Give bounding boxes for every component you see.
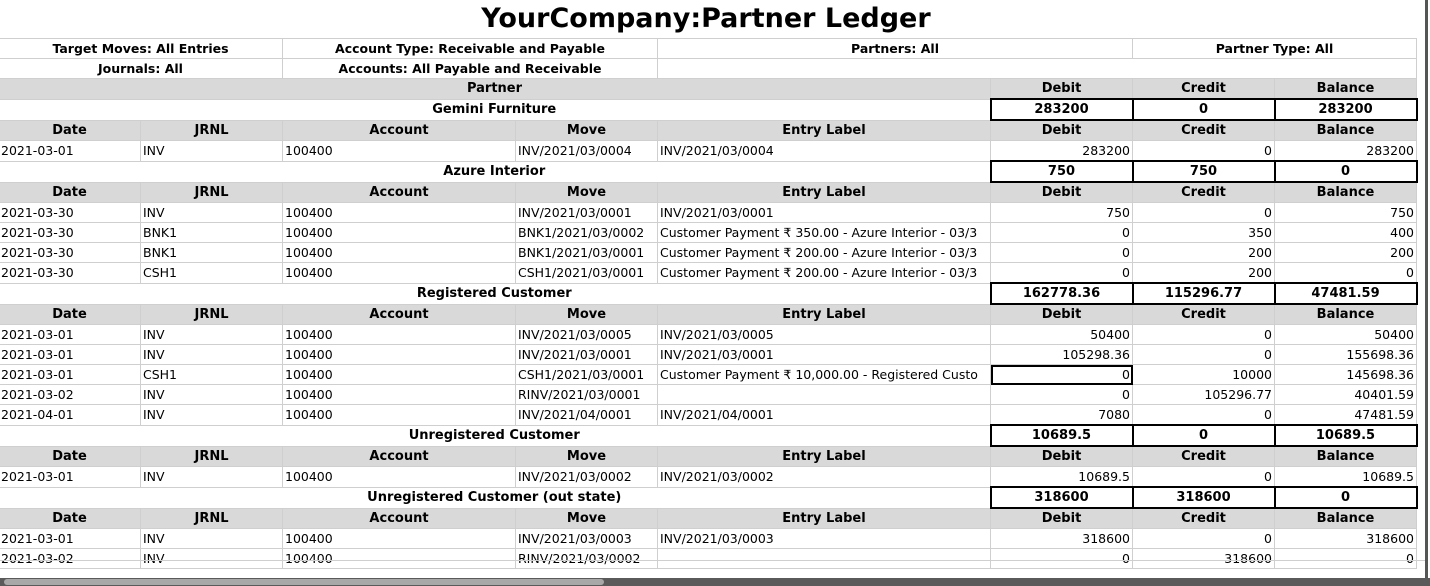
cell-move[interactable]: INV/2021/03/0003 (516, 529, 658, 549)
cell-balance[interactable]: 50400 (1275, 325, 1417, 345)
cell-debit[interactable]: 318600 (991, 529, 1133, 549)
column-header-balance[interactable]: Balance (1275, 508, 1417, 529)
cell-jrnl[interactable]: INV (141, 325, 283, 345)
column-header-jrnl[interactable]: JRNL (141, 304, 283, 325)
table-row (0, 345, 1417, 365)
column-header-credit[interactable]: Credit (1133, 508, 1275, 529)
column-header-credit[interactable]: Credit (1133, 446, 1275, 467)
column-header-debit[interactable]: Debit (991, 120, 1133, 141)
filter-account-type[interactable]: Account Type: Receivable and Payable (283, 39, 658, 59)
column-header-debit[interactable]: Debit (991, 304, 1133, 325)
ledger-grid (0, 38, 1418, 569)
column-header-date[interactable]: Date (0, 446, 141, 467)
filter-partners[interactable]: Partners: All (658, 39, 1133, 59)
cell-debit[interactable]: 0 (991, 223, 1133, 243)
cell-jrnl[interactable]: BNK1 (141, 223, 283, 243)
cell-debit[interactable]: 0 (991, 385, 1133, 405)
filter-partner-type[interactable]: Partner Type: All (1133, 39, 1417, 59)
cell-balance[interactable]: 0 (1275, 549, 1417, 569)
partner-total-credit[interactable]: 0 (1133, 99, 1275, 120)
window-border (1425, 0, 1428, 586)
column-header-account[interactable]: Account (283, 508, 516, 529)
cell-jrnl[interactable]: INV (141, 467, 283, 488)
cell-jrnl[interactable]: INV (141, 203, 283, 223)
partner-name[interactable]: Gemini Furniture (0, 99, 991, 120)
column-header-move[interactable]: Move (516, 120, 658, 141)
column-header-entry-label[interactable]: Entry Label (658, 446, 991, 467)
cell-jrnl[interactable]: INV (141, 549, 283, 569)
cell-balance[interactable]: 40401.59 (1275, 385, 1417, 405)
table-row (0, 243, 1417, 263)
column-header-jrnl[interactable]: JRNL (141, 182, 283, 203)
cell-debit[interactable]: 0 (991, 243, 1133, 263)
cell-date[interactable]: 2021-03-30 (0, 203, 141, 223)
partner-name[interactable]: Unregistered Customer (out state) (0, 487, 991, 508)
column-header-credit[interactable]: Credit (1133, 120, 1275, 141)
column-header-debit[interactable]: Debit (991, 508, 1133, 529)
cell-label[interactable] (658, 385, 991, 405)
cell-jrnl[interactable]: CSH1 (141, 263, 283, 284)
partner-name[interactable]: Registered Customer (0, 283, 991, 304)
cell-label[interactable]: INV/2021/03/0004 (658, 141, 991, 162)
filter-row-1 (0, 39, 1417, 59)
cell-date[interactable]: 2021-03-01 (0, 345, 141, 365)
cell-credit[interactable]: 0 (1133, 467, 1275, 488)
cell-account[interactable]: 100400 (283, 405, 516, 426)
cell-balance[interactable]: 145698.36 (1275, 365, 1417, 385)
cell-debit[interactable]: 105298.36 (991, 345, 1133, 365)
cell-move[interactable]: INV/2021/03/0002 (516, 467, 658, 488)
cell-debit[interactable]: 50400 (991, 325, 1133, 345)
table-row (0, 529, 1417, 549)
cell-move[interactable]: INV/2021/03/0001 (516, 345, 658, 365)
cell-debit[interactable]: 0 (991, 365, 1133, 385)
cell-balance[interactable]: 10689.5 (1275, 467, 1417, 488)
column-header-credit[interactable]: Credit (1133, 304, 1275, 325)
cell-date[interactable]: 2021-03-30 (0, 223, 141, 243)
cell-label[interactable]: INV/2021/04/0001 (658, 405, 991, 426)
cell-date[interactable]: 2021-03-02 (0, 385, 141, 405)
column-header-move[interactable]: Move (516, 182, 658, 203)
cell-move[interactable]: RINV/2021/03/0001 (516, 385, 658, 405)
cell-account[interactable]: 100400 (283, 365, 516, 385)
column-header-jrnl[interactable]: JRNL (141, 120, 283, 141)
cell-label[interactable]: Customer Payment ₹ 350.00 - Azure Interior - 03/3 (658, 223, 991, 243)
cell-move[interactable]: CSH1/2021/03/0001 (516, 365, 658, 385)
cell-balance[interactable]: 400 (1275, 223, 1417, 243)
partner-summary-row (0, 487, 1417, 508)
cell-account[interactable]: 100400 (283, 345, 516, 365)
partner-name[interactable]: Azure Interior (0, 161, 991, 182)
cell-debit[interactable]: 283200 (991, 141, 1133, 162)
cell-move[interactable]: INV/2021/03/0005 (516, 325, 658, 345)
partner-total-balance[interactable]: 47481.59 (1275, 283, 1417, 304)
cell-debit[interactable]: 0 (991, 263, 1133, 284)
table-row (0, 263, 1417, 284)
table-row (0, 365, 1417, 385)
table-row (0, 385, 1417, 405)
cell-label[interactable]: Customer Payment ₹ 10,000.00 - Registered Custo (658, 365, 991, 385)
credit-column-header[interactable]: Credit (1133, 79, 1275, 100)
cell-account[interactable]: 100400 (283, 385, 516, 405)
column-header-date[interactable]: Date (0, 120, 141, 141)
cell-debit[interactable]: 0 (991, 549, 1133, 569)
cell-balance[interactable]: 750 (1275, 203, 1417, 223)
partner-total-balance[interactable]: 0 (1275, 487, 1417, 508)
cell-move[interactable]: INV/2021/03/0004 (516, 141, 658, 162)
horizontal-scrollbar[interactable] (0, 578, 1430, 586)
column-header-date[interactable]: Date (0, 508, 141, 529)
column-header-account[interactable]: Account (283, 120, 516, 141)
partner-total-balance[interactable]: 10689.5 (1275, 425, 1417, 446)
filter-target-moves[interactable]: Target Moves: All Entries (0, 39, 283, 59)
column-header-date[interactable]: Date (0, 304, 141, 325)
column-header-balance[interactable]: Balance (1275, 304, 1417, 325)
cell-balance[interactable]: 0 (1275, 263, 1417, 284)
cell-move[interactable]: RINV/2021/03/0002 (516, 549, 658, 569)
column-header-move[interactable]: Move (516, 304, 658, 325)
column-header-jrnl[interactable]: JRNL (141, 446, 283, 467)
cell-jrnl[interactable]: INV (141, 385, 283, 405)
cell-account[interactable]: 100400 (283, 203, 516, 223)
cell-credit[interactable]: 0 (1133, 529, 1275, 549)
column-header-balance[interactable]: Balance (1275, 446, 1417, 467)
column-header-entry-label[interactable]: Entry Label (658, 304, 991, 325)
cell-account[interactable]: 100400 (283, 549, 516, 569)
column-header-debit[interactable]: Debit (991, 182, 1133, 203)
cell-label[interactable]: INV/2021/03/0001 (658, 203, 991, 223)
cell-credit[interactable]: 200 (1133, 263, 1275, 284)
cell-balance[interactable]: 200 (1275, 243, 1417, 263)
cell-move[interactable]: BNK1/2021/03/0001 (516, 243, 658, 263)
cell-credit[interactable]: 0 (1133, 325, 1275, 345)
cell-credit[interactable]: 0 (1133, 345, 1275, 365)
column-header-balance[interactable]: Balance (1275, 182, 1417, 203)
cell-jrnl[interactable]: BNK1 (141, 243, 283, 263)
cell-jrnl[interactable]: INV (141, 405, 283, 426)
cell-credit[interactable]: 10000 (1133, 365, 1275, 385)
cell-jrnl[interactable]: INV (141, 141, 283, 162)
table-row (0, 467, 1417, 488)
cell-date[interactable]: 2021-04-01 (0, 405, 141, 426)
cell-credit[interactable]: 0 (1133, 141, 1275, 162)
filter-row-2 (0, 59, 1417, 79)
cell-label[interactable]: INV/2021/03/0005 (658, 325, 991, 345)
column-header-account[interactable]: Account (283, 446, 516, 467)
cell-jrnl[interactable]: INV (141, 529, 283, 549)
column-header-move[interactable]: Move (516, 446, 658, 467)
column-header-account[interactable]: Account (283, 182, 516, 203)
cell-credit[interactable]: 200 (1133, 243, 1275, 263)
partner-total-credit[interactable]: 750 (1133, 161, 1275, 182)
column-header-move[interactable]: Move (516, 508, 658, 529)
column-header-row (0, 182, 1417, 203)
cell-account[interactable]: 100400 (283, 467, 516, 488)
partner-header-row (0, 79, 1417, 100)
partner-summary-row (0, 283, 1417, 304)
cell-credit[interactable]: 318600 (1133, 549, 1275, 569)
cell-date[interactable]: 2021-03-02 (0, 549, 141, 569)
cell-account[interactable]: 100400 (283, 529, 516, 549)
column-header-balance[interactable]: Balance (1275, 120, 1417, 141)
cell-balance[interactable]: 47481.59 (1275, 405, 1417, 426)
partner-total-credit[interactable]: 115296.77 (1133, 283, 1275, 304)
cell-credit[interactable]: 0 (1133, 203, 1275, 223)
cell-credit[interactable]: 0 (1133, 405, 1275, 426)
cell-balance[interactable]: 155698.36 (1275, 345, 1417, 365)
balance-column-header[interactable]: Balance (1275, 79, 1417, 100)
empty-row (0, 560, 1425, 579)
partner-name[interactable]: Unregistered Customer (0, 425, 991, 446)
partner-total-debit[interactable]: 318600 (991, 487, 1133, 508)
column-header-debit[interactable]: Debit (991, 446, 1133, 467)
partner-total-debit[interactable]: 283200 (991, 99, 1133, 120)
table-row (0, 325, 1417, 345)
partner-total-balance[interactable]: 283200 (1275, 99, 1417, 120)
cell-credit[interactable]: 105296.77 (1133, 385, 1275, 405)
table-row (0, 203, 1417, 223)
partner-summary-row (0, 161, 1417, 182)
column-header-entry-label[interactable]: Entry Label (658, 508, 991, 529)
column-header-row (0, 446, 1417, 467)
cell-date[interactable]: 2021-03-01 (0, 365, 141, 385)
partner-total-credit[interactable]: 0 (1133, 425, 1275, 446)
cell-account[interactable]: 100400 (283, 141, 516, 162)
column-header-row (0, 508, 1417, 529)
cell-account[interactable]: 100400 (283, 243, 516, 263)
cell-date[interactable]: 2021-03-01 (0, 141, 141, 162)
partner-summary-row (0, 425, 1417, 446)
cell-balance[interactable]: 318600 (1275, 529, 1417, 549)
table-row (0, 405, 1417, 426)
filter-journals[interactable]: Journals: All (0, 59, 283, 79)
filter-accounts[interactable]: Accounts: All Payable and Receivable (283, 59, 658, 79)
cell-label[interactable]: Customer Payment ₹ 200.00 - Azure Interior - 03/3 (658, 263, 991, 284)
cell-move[interactable]: INV/2021/04/0001 (516, 405, 658, 426)
partner-total-balance[interactable]: 0 (1275, 161, 1417, 182)
scrollbar-thumb[interactable] (4, 579, 604, 585)
empty-cell[interactable] (658, 59, 1417, 79)
cell-balance[interactable]: 283200 (1275, 141, 1417, 162)
cell-debit[interactable]: 750 (991, 203, 1133, 223)
cell-date[interactable]: 2021-03-01 (0, 325, 141, 345)
column-header-credit[interactable]: Credit (1133, 182, 1275, 203)
cell-move[interactable]: BNK1/2021/03/0002 (516, 223, 658, 243)
partner-total-debit[interactable]: 162778.36 (991, 283, 1133, 304)
column-header-jrnl[interactable]: JRNL (141, 508, 283, 529)
cell-label[interactable]: INV/2021/03/0002 (658, 467, 991, 488)
cell-date[interactable]: 2021-03-30 (0, 263, 141, 284)
cell-debit[interactable]: 7080 (991, 405, 1133, 426)
column-header-row (0, 120, 1417, 141)
cell-credit[interactable]: 350 (1133, 223, 1275, 243)
column-header-entry-label[interactable]: Entry Label (658, 182, 991, 203)
cell-date[interactable]: 2021-03-01 (0, 529, 141, 549)
cell-label[interactable]: Customer Payment ₹ 200.00 - Azure Interior - 03/3 (658, 243, 991, 263)
cell-move[interactable]: CSH1/2021/03/0001 (516, 263, 658, 284)
partner-column-header[interactable]: Partner (0, 79, 991, 100)
cell-account[interactable]: 100400 (283, 325, 516, 345)
cell-jrnl[interactable]: INV (141, 345, 283, 365)
column-header-date[interactable]: Date (0, 182, 141, 203)
partner-total-credit[interactable]: 318600 (1133, 487, 1275, 508)
cell-debit[interactable]: 10689.5 (991, 467, 1133, 488)
column-header-account[interactable]: Account (283, 304, 516, 325)
cell-date[interactable]: 2021-03-30 (0, 243, 141, 263)
cell-label[interactable]: INV/2021/03/0003 (658, 529, 991, 549)
column-header-entry-label[interactable]: Entry Label (658, 120, 991, 141)
cell-account[interactable]: 100400 (283, 223, 516, 243)
table-row (0, 141, 1417, 162)
partner-total-debit[interactable]: 750 (991, 161, 1133, 182)
debit-column-header[interactable]: Debit (991, 79, 1133, 100)
column-header-row (0, 304, 1417, 325)
cell-date[interactable]: 2021-03-01 (0, 467, 141, 488)
table-row (0, 223, 1417, 243)
partner-total-debit[interactable]: 10689.5 (991, 425, 1133, 446)
report-title: YourCompany:Partner Ledger (481, 3, 931, 34)
cell-move[interactable]: INV/2021/03/0001 (516, 203, 658, 223)
cell-jrnl[interactable]: CSH1 (141, 365, 283, 385)
partner-summary-row (0, 99, 1417, 120)
cell-label[interactable]: INV/2021/03/0001 (658, 345, 991, 365)
cell-account[interactable]: 100400 (283, 263, 516, 284)
